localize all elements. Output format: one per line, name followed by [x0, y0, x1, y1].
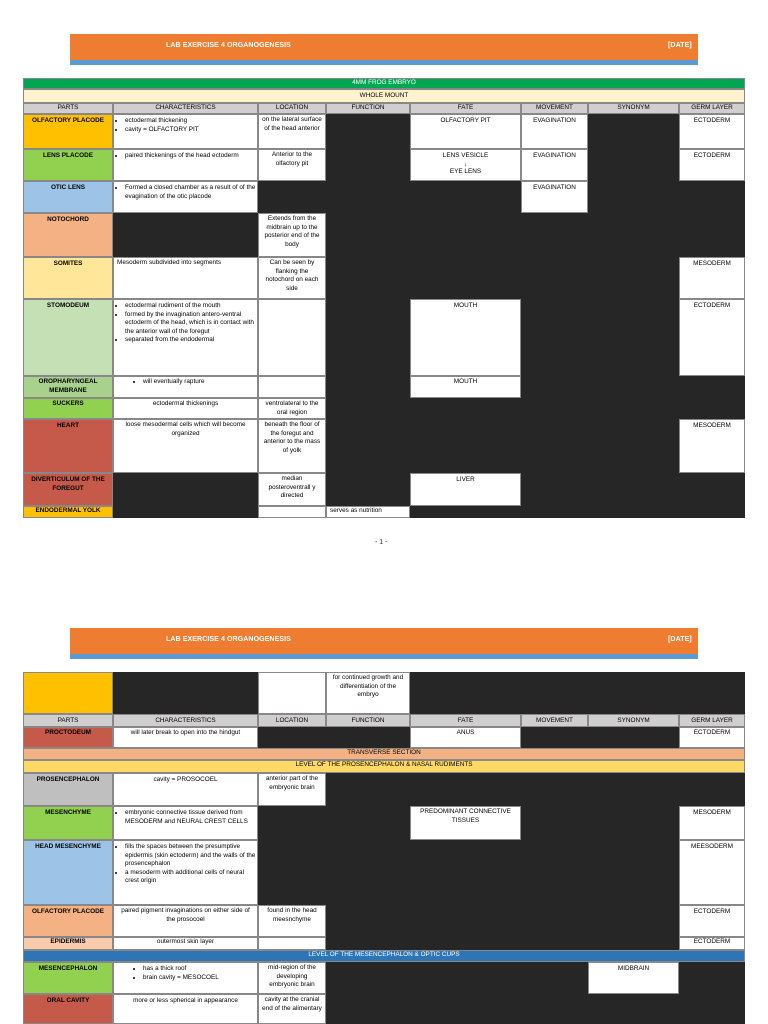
characteristics-cell: ectodermal thickenings	[113, 398, 258, 419]
header-rule	[70, 654, 698, 659]
empty-cell	[521, 376, 745, 398]
part-cell: SUCKERS	[23, 398, 113, 419]
header-title: LAB EXERCISE 4 ORGANOGENESIS	[166, 42, 291, 49]
col-header: FATE	[410, 103, 521, 114]
empty-cell	[521, 299, 679, 376]
characteristics-cell: cavity = PROSOCOEL	[113, 773, 258, 806]
part-cell: HEAD MESENCHYME	[23, 840, 113, 905]
empty-cell	[258, 181, 521, 213]
germ-layer-cell: ECTODERM	[679, 727, 745, 748]
part-cell: OTIC LENS	[23, 181, 113, 213]
header-rule	[70, 60, 698, 65]
empty-cell	[326, 473, 410, 506]
fate-cell: PREDOMINANT CONNECTIVE TISSUES	[410, 806, 521, 840]
list-item: • ectodermal rudiment of the mouth	[125, 302, 257, 311]
characteristics-cell: outermost skin layer	[113, 937, 258, 950]
empty-cell	[326, 398, 745, 419]
germ-layer-cell: ECTODERM	[679, 937, 745, 950]
list-item: • separated from the endodermal	[125, 336, 257, 345]
location-cell	[258, 672, 326, 714]
germ-layer-cell: ECTODERM	[679, 114, 745, 149]
part-cell	[23, 672, 113, 714]
empty-cell	[588, 181, 745, 213]
page-header-bar	[70, 34, 698, 60]
header-date: [DATE]	[668, 636, 692, 643]
col-header: MOVEMENT	[521, 714, 588, 727]
empty-cell	[326, 773, 745, 806]
characteristics-cell	[113, 376, 258, 398]
germ-layer-cell: ECTODERM	[679, 299, 745, 376]
movement-cell: EVAGINATION	[521, 181, 588, 213]
list-item: • brain cavity = MESOCOEL	[143, 974, 257, 983]
location-cell: median posteroventrall y directed	[258, 473, 326, 506]
empty-cell	[326, 962, 588, 994]
list-item: • fills the spaces between the presumptive epidermis (skin ectoderm) and the walls of the prosencephalon	[125, 843, 257, 869]
level-title: LEVEL OF THE PROSENCEPHALON & NASAL RUDIMENTS	[23, 760, 745, 773]
empty-cell	[679, 962, 745, 994]
page-header-bar	[70, 628, 698, 654]
characteristics-cell: loose mesodermal cells which will become organized	[113, 419, 258, 473]
part-cell: ENDODERMAL YOLK	[23, 506, 113, 518]
location-cell: on the lateral surface of the head anterior	[258, 114, 326, 149]
col-header: PARTS	[23, 103, 113, 114]
part-cell: HEART	[23, 419, 113, 473]
empty-cell	[326, 937, 679, 950]
germ-layer-cell: MESODERM	[679, 257, 745, 299]
part-cell: MESENCHYME	[23, 806, 113, 840]
section-title: TRANSVERSE SECTION	[23, 748, 745, 760]
empty-cell	[521, 806, 679, 840]
location-cell: mid-region of the developing embryonic brain	[258, 962, 326, 994]
part-cell: DIVERTICULUM OF THE FOREGUT	[23, 473, 113, 506]
col-header: LOCATION	[258, 714, 326, 727]
empty-cell	[326, 213, 745, 257]
col-header: GERM LAYER	[679, 103, 745, 114]
germ-layer-cell: ECTODERM	[679, 149, 745, 181]
empty-cell	[258, 727, 410, 748]
location-cell: beneath the floor of the foregut and anterior to the mass of yolk	[258, 419, 326, 473]
empty-cell	[326, 149, 410, 181]
empty-cell	[326, 905, 679, 937]
synonym-cell: MIDBRAIN	[588, 962, 679, 994]
part-cell: NOTOCHORD	[23, 213, 113, 257]
location-cell	[258, 299, 326, 376]
part-cell: OLFACTORY PLACODE	[23, 114, 113, 149]
location-cell: Can be seen by flanking the notochord on each side	[258, 257, 326, 299]
col-header: CHARACTERISTICS	[113, 103, 258, 114]
characteristics-cell: paired pigment invaginations on either side of the prosocoel	[113, 905, 258, 937]
empty-cell	[113, 213, 258, 257]
empty-cell	[258, 806, 410, 840]
col-header: MOVEMENT	[521, 103, 588, 114]
col-header: FUNCTION	[326, 714, 410, 727]
movement-cell: EVAGINATION	[521, 114, 588, 149]
characteristics-cell	[113, 840, 258, 905]
empty-cell	[326, 299, 410, 376]
germ-layer-cell: MESODERM	[679, 806, 745, 840]
table-title: 4MM FROG EMBRYO	[23, 78, 745, 89]
location-cell	[258, 506, 326, 518]
part-cell: OLFACTORY PLACODE	[23, 905, 113, 937]
fate-cell: OLFACTORY PIT	[410, 114, 521, 149]
fate-cell: ANUS	[410, 727, 521, 748]
characteristics-cell	[113, 181, 258, 213]
empty-cell	[326, 257, 679, 299]
fate-cell: MOUTH	[410, 299, 521, 376]
part-cell: PROSENCEPHALON	[23, 773, 113, 806]
empty-cell	[588, 149, 679, 181]
part-cell: MESENCEPHALON	[23, 962, 113, 994]
list-item: • a mesoderm with additional cells of neural crest origin	[125, 869, 257, 886]
list-item: • paired thickenings of the head ectoderm	[125, 152, 257, 161]
empty-cell	[521, 727, 679, 748]
germ-layer-cell: MEESODERM	[679, 840, 745, 905]
col-header: CHARACTERISTICS	[113, 714, 258, 727]
col-header: LOCATION	[258, 103, 326, 114]
list-item: • embryonic connective tissue derived from MESODERM and NEURAL CREST CELLS	[125, 809, 257, 826]
part-cell: OROPHARYNGEAL MEMBRANE	[23, 376, 113, 398]
movement-cell: EVAGINATION	[521, 149, 588, 181]
empty-cell	[521, 473, 745, 506]
list-item: • Formed a closed chamber as a result of of the evagination of the otic placode	[125, 184, 257, 201]
empty-cell	[113, 672, 258, 714]
page-number: - 1 -	[375, 539, 388, 546]
part-cell: ORAL CAVITY	[23, 994, 113, 1024]
empty-cell	[113, 473, 258, 506]
col-header: SYNONYM	[588, 714, 679, 727]
characteristics-cell	[113, 114, 258, 149]
function-cell: serves as nutrition	[326, 506, 410, 518]
location-cell: Anterior to the olfactory pit	[258, 149, 326, 181]
location-cell: ventrolateral to the oral region	[258, 398, 326, 419]
header-title: LAB EXERCISE 4 ORGANOGENESIS	[166, 636, 291, 643]
empty-cell	[326, 114, 410, 149]
part-cell: LENS PLACODE	[23, 149, 113, 181]
col-header: PARTS	[23, 714, 113, 727]
location-cell: cavity at the cranial end of the alimentary	[258, 994, 326, 1024]
empty-cell	[113, 506, 258, 518]
list-item: • ectodermal thickening	[125, 117, 257, 126]
empty-cell	[258, 840, 679, 905]
fate-cell: LIVER	[410, 473, 521, 506]
germ-layer-cell: MESODERM	[679, 419, 745, 473]
empty-cell	[410, 672, 745, 714]
col-header: SYNONYM	[588, 103, 679, 114]
location-cell: anterior part of the embryonic brain	[258, 773, 326, 806]
fate-text: EYE LENS	[449, 167, 482, 175]
fate-cell: MOUTH	[410, 376, 521, 398]
fate-text: LENS VESICLE	[442, 152, 489, 159]
characteristics-cell	[113, 149, 258, 181]
empty-cell	[326, 994, 745, 1024]
characteristics-cell	[113, 962, 258, 994]
empty-cell	[326, 419, 679, 473]
arrow-down-icon: ↓	[463, 160, 468, 168]
characteristics-cell: will later break to open into the hindgut	[113, 727, 258, 748]
level-title: LEVEL OF THE MESENCEPHALON & OPTIC CUPS	[23, 950, 745, 962]
table-subtitle: WHOLE MOUNT	[23, 89, 745, 103]
empty-cell	[326, 376, 410, 398]
fate-cell	[410, 149, 521, 181]
location-cell: Extends from the midbrain up to the posterior end of the body	[258, 213, 326, 257]
col-header: GERM LAYER	[679, 714, 745, 727]
col-header: FUNCTION	[326, 103, 410, 114]
header-date: [DATE]	[668, 42, 692, 49]
characteristics-cell: more or less spherical in appearance	[113, 994, 258, 1024]
location-cell: found in the head meesnchyme	[258, 905, 326, 937]
germ-layer-cell: ECTODERM	[679, 905, 745, 937]
empty-cell	[410, 506, 745, 518]
part-cell: SOMITES	[23, 257, 113, 299]
part-cell: PROCTODEUM	[23, 727, 113, 748]
location-cell	[258, 937, 326, 950]
characteristics-cell	[113, 299, 258, 376]
characteristics-cell: Mesoderm subdivided into segments	[113, 257, 258, 299]
col-header: FATE	[410, 714, 521, 727]
list-item: • formed by the invagination antero-ventral ectoderm of the head, which is in contact with the anterior wall of the foregut	[125, 311, 257, 337]
function-cell: for continued growth and differentiation of the embryo	[326, 672, 410, 714]
location-cell	[258, 376, 326, 398]
part-cell: STOMODEUM	[23, 299, 113, 376]
empty-cell	[588, 114, 679, 149]
characteristics-cell	[113, 806, 258, 840]
list-item: • will eventually rapture	[143, 378, 257, 387]
list-item: • cavity = OLFACTORY PIT	[125, 126, 257, 135]
part-cell: EPIDERMIS	[23, 937, 113, 950]
list-item: • has a thick roof	[143, 965, 257, 974]
